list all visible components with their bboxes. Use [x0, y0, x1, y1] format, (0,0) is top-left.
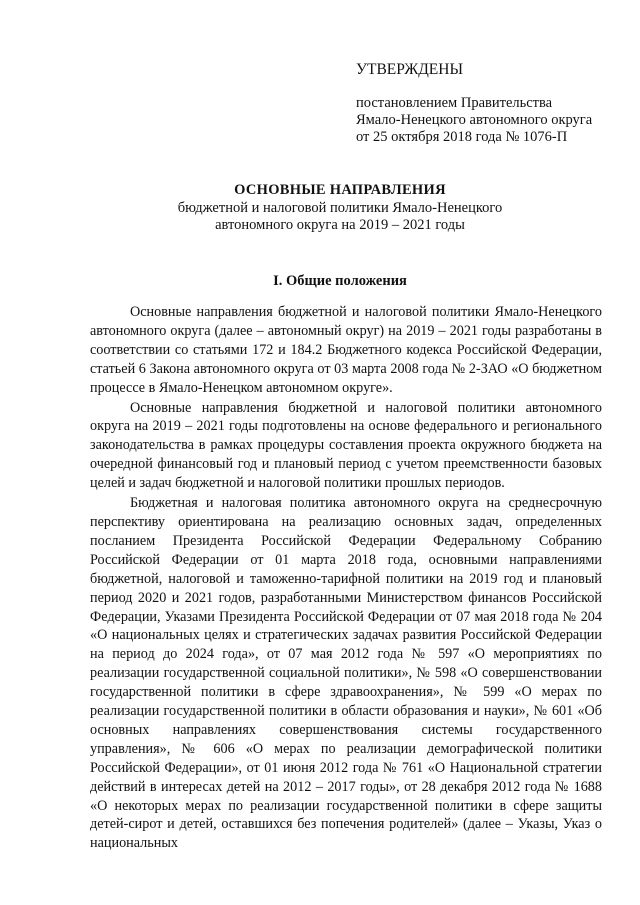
approval-line: постановлением Правительства [356, 95, 553, 111]
document-heading [80, 182, 600, 235]
document-subtitle: автономного округа на 2019 – 2021 годы [215, 217, 465, 233]
section-title: I. Общие положения [273, 273, 407, 289]
body-text [90, 303, 602, 854]
approval-title: УТВЕРЖДЕНЫ [356, 61, 463, 78]
approval-block [356, 61, 626, 146]
approval-line: Ямало-Ненецкого автономного округа [356, 112, 593, 128]
paragraph: Основные направления бюджетной и налоговой политики автономного округа на 2019 – 2021 годы подготовлены на основе федерального и регионального законодательства в рамках процедуры составления проекта окружного бюджета на очередной финансовый год и плановый период с учетом преемственности базовых целей и задач бюджетной и налоговой политики прошлых периодов. [90, 399, 602, 492]
paragraph: Бюджетная и налоговая политика автономного округа на среднесрочную перспективу ориентирована на реализацию основных задач, определенных посланием Президента Российской Федерации Федеральному Собранию Российской Федерации от 01 марта 2018 года, основными направлениями бюджетной, налоговой и таможенно-тарифной политики на 2019 год и плановый период 2020 и 2021 годов, разработанными Министерством финансов Российской Федерации, Указами Президента Российской Федерации от 07 мая 2018 года № 204 «О национальных целях и стратегических задачах развития Российской Федерации на период до 2024 года», от 07 мая 2012 года № 597 «О мероприятиях по реализации государственной социальной политики», № 598 «О совершенствовании государственной политики в сфере здравоохранения», № 599 «О мерах по реализации государственной политики в области образования и науки», № 601 «Об основных направлениях совершенствования системы государственного управления», № 606 «О мерах по реализации демографической политики Российской Федерации», от 01 июня 2012 года № 761 «О Национальной стратегии действий в интересах детей на 2012 – 2017 годы», от 28 декабря 2012 года № 1688 «О некоторых мерах по реализации государственной политики в сфере защиты детей-сирот и детей, оставшихся без попечения родителей» (далее – Указы, Указ о национальных [90, 495, 602, 852]
document-title: ОСНОВНЫЕ НАПРАВЛЕНИЯ [234, 182, 446, 198]
document-subtitle: бюджетной и налоговой политики Ямало-Ненецкого [177, 199, 503, 216]
paragraph: Основные направления бюджетной и налоговой политики Ямало-Ненецкого автономного округа (далее – автономный округ) на 2019 – 2021 годы разработаны в соответствии со статьями 172 и 184.2 Бюджетного кодекса Российской Федерации, статьей 6 Закона автономного округа от 03 марта 2008 года № 2-ЗАО «О бюджетном процессе в Ямало-Ненецком автономном округе». [90, 304, 602, 396]
approval-line: от 25 октября 2018 года № 1076-П [356, 129, 568, 145]
